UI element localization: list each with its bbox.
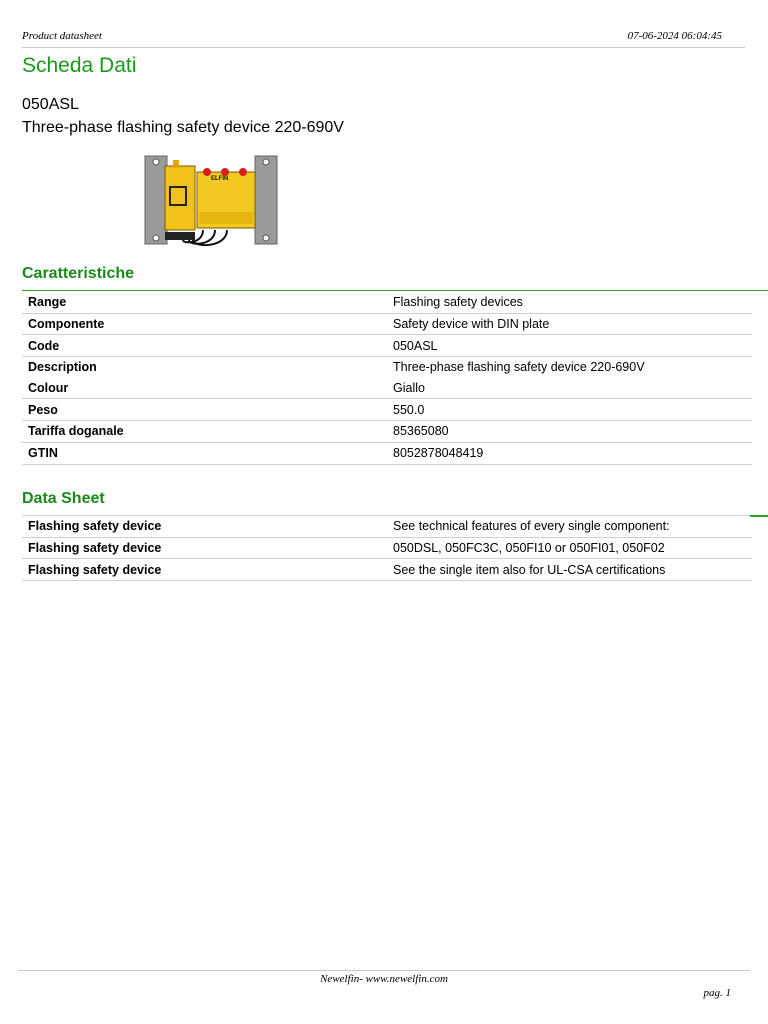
row-value: 8052878048419 (387, 442, 752, 464)
page-title: Scheda Dati (22, 54, 137, 77)
row-value: See technical features of every single component: (387, 516, 752, 537)
section-divider (22, 290, 768, 291)
product-description: Three-phase flashing safety device 220-690V (22, 119, 344, 136)
table-row (22, 292, 752, 313)
table-row (22, 357, 752, 378)
row-key: Range (22, 292, 387, 313)
header-timestamp: 07-06-2024 06:04:45 (627, 30, 722, 42)
product-code: 050ASL (22, 96, 79, 113)
table-row (22, 313, 752, 335)
image-brand-label: ELFIN (211, 176, 229, 182)
row-value: Three-phase flashing safety device 220-690V (393, 360, 645, 375)
table-row (22, 516, 752, 537)
row-key: Colour (22, 378, 387, 399)
section-accent-line (750, 515, 768, 517)
page-header (22, 30, 722, 46)
row-value: See the single item also for UL-CSA certifications (387, 559, 752, 581)
row-key: Peso (22, 399, 387, 421)
row-key: Flashing safety device (22, 559, 387, 581)
section-title-datasheet: Data Sheet (22, 490, 105, 507)
row-key: GTIN (22, 442, 387, 464)
row-key: Componente (22, 313, 387, 335)
characteristics-table (22, 292, 752, 465)
datasheet-table (22, 516, 752, 581)
header-divider (22, 47, 745, 48)
row-key: Flashing safety device (22, 516, 387, 537)
row-key: Code (22, 335, 387, 357)
table-row (22, 378, 752, 399)
row-key: Tariffa doganale (22, 421, 387, 443)
page-number: pag. 1 (703, 987, 731, 999)
table-row (22, 442, 752, 464)
section-title-characteristics: Caratteristiche (22, 265, 135, 282)
row-key: Description (28, 360, 97, 375)
table-row (22, 537, 752, 559)
footer-divider (18, 970, 750, 971)
row-value: 050DSL, 050FC3C, 050FI10 or 050FI01, 050F02 (387, 537, 752, 559)
row-value: 050ASL (387, 335, 752, 357)
row-value: 85365080 (387, 421, 752, 443)
footer-website: Newelfin- www.newelfin.com (320, 973, 448, 985)
product-image (143, 152, 279, 248)
table-row (22, 559, 752, 581)
row-key: Flashing safety device (22, 537, 387, 559)
row-value: 550.0 (387, 399, 752, 421)
row-value: Giallo (387, 378, 752, 399)
table-row (22, 399, 752, 421)
header-doc-type: Product datasheet (22, 30, 102, 42)
table-row (22, 421, 752, 443)
row-value: Flashing safety devices (387, 292, 752, 313)
table-row (22, 335, 752, 357)
row-value: Safety device with DIN plate (387, 313, 752, 335)
